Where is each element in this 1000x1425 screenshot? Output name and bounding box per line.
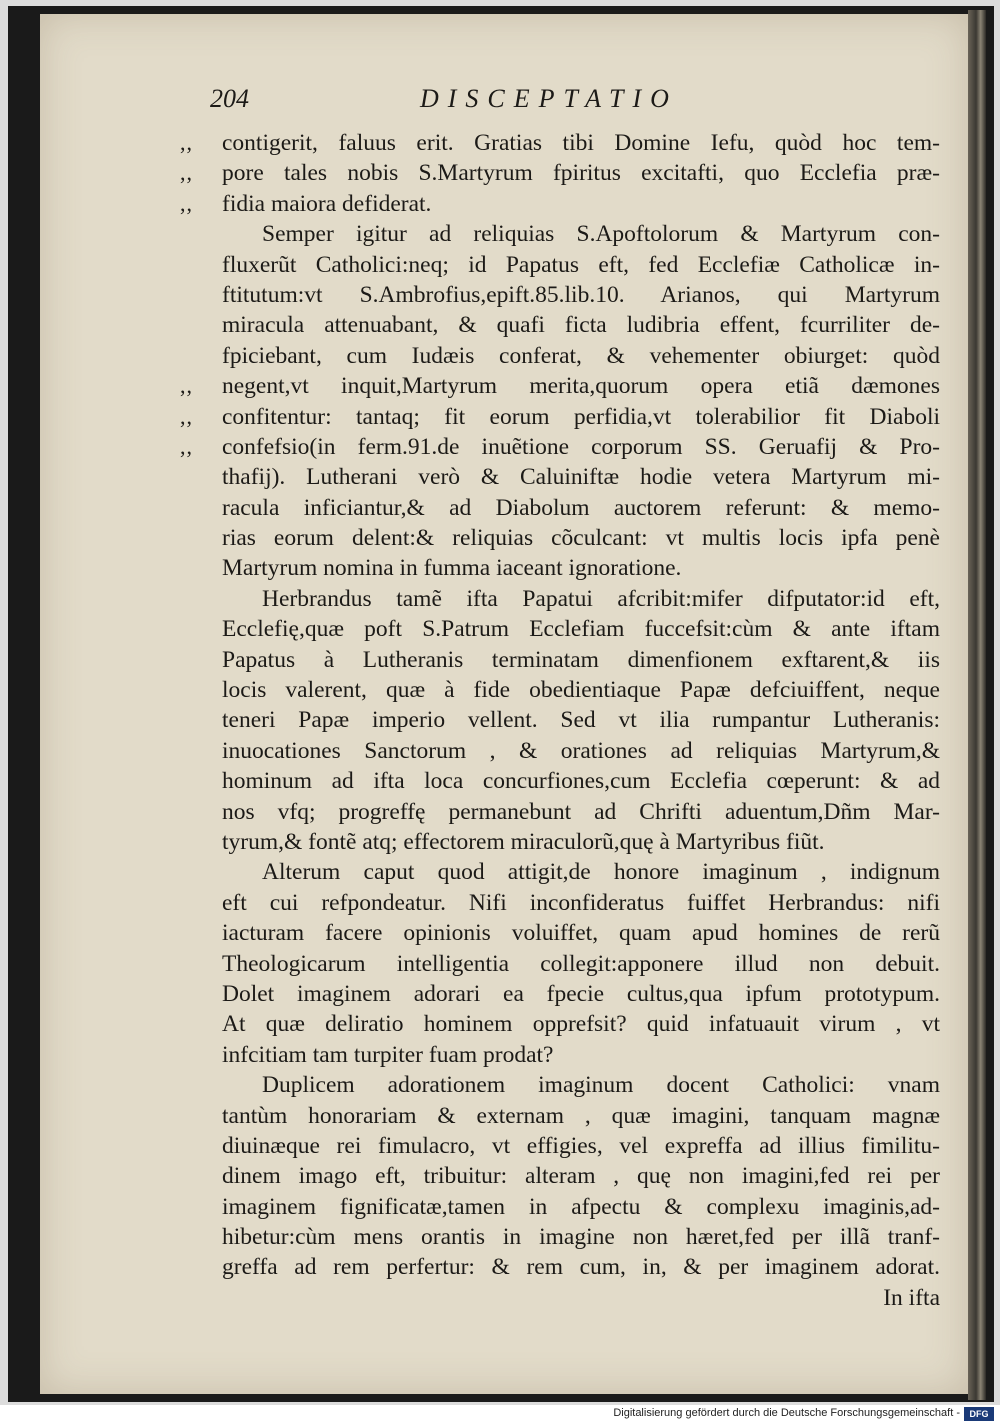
text-line — [180, 128, 940, 158]
line-text: fluxerũt Catholici:neq; id Papatus eft, fed Ecclefiæ Catholicæ in- — [222, 251, 940, 278]
text-line — [222, 705, 940, 735]
line-text: contigerit, faluus erit. Gratias tibi Domine Iefu, quòd hoc tem- — [222, 130, 940, 156]
line-text: pore tales nobis S.Martyrum fpiritus excitafti, quo Ecclefia præ- — [222, 160, 940, 187]
line-text: fidia maiora defiderat. — [222, 190, 432, 217]
text-line — [222, 1009, 940, 1039]
text-line — [222, 341, 940, 371]
text-line — [222, 1040, 940, 1070]
text-line — [180, 432, 940, 462]
line-text: fpiciebant, cum Iudæis conferat, & vehementer obiurget: quòd — [222, 342, 940, 369]
quotation-mark: ,, — [180, 373, 193, 399]
text-line — [222, 614, 940, 644]
text-line — [222, 949, 940, 979]
line-text: diuinæque rei fimulacro, vt effigies, vel expreffa ad illius fimilitu- — [222, 1132, 940, 1159]
text-line — [222, 645, 940, 675]
line-text: Ecclefię,quæ poft S.Patrum Ecclefiam fuccefsit:cùm & ante iftam — [222, 616, 940, 643]
line-text: tyrum,& fontẽ atq; effectorem miraculorũ,quę à Martyribus fiũt. — [222, 828, 825, 855]
text-line — [222, 553, 940, 583]
line-text: locis valerent, quæ à fide obedientiaque Papæ defciuiffent, neque — [222, 677, 940, 704]
line-text: Theologicarum intelligentia collegit:apponere illud non debuit. — [222, 950, 940, 977]
line-text: Herbrandus tamẽ ifta Papatui afcribit:mifer difputator:id eft, — [262, 585, 940, 612]
line-text: Martyrum nomina in fumma iaceant ignoratione. — [222, 555, 682, 582]
line-text: hibetur:cùm mens orantis in imagine non hæret,fed per illã tranf- — [222, 1224, 940, 1251]
line-text: At quæ deliratio hominem opprefsit? quid infatuauit virum , vt — [222, 1011, 940, 1038]
line-text: Alterum caput quod attigit,de honore imaginum , indignum — [262, 859, 940, 886]
quotation-mark: ,, — [180, 130, 193, 155]
text-line — [180, 371, 940, 401]
line-text: imaginem fignificatæ,tamen in afpectu & complexu imaginis,ad- — [222, 1193, 940, 1220]
line-text: miracula attenuabant, & quafi ficta ludibria effent, fcurriliter de- — [222, 312, 940, 339]
text-line — [222, 1252, 940, 1282]
page-number: 204 — [210, 84, 249, 113]
text-line — [222, 219, 940, 249]
text-line — [222, 462, 940, 492]
text-line — [222, 1131, 940, 1161]
quotation-mark: ,, — [180, 433, 193, 459]
line-text: thafij). Lutherani verò & Caluiniftæ hodie vetera Martyrum mi- — [222, 464, 940, 491]
line-text: confitentur: tantaq; fit eorum perfidia,vt tolerabilior fit Diaboli — [222, 403, 940, 430]
text-line — [222, 1192, 940, 1222]
line-text: Duplicem adorationem imaginum docent Catholici: vnam — [262, 1072, 940, 1099]
quotation-mark: ,, — [180, 403, 193, 429]
line-text: confefsio(in ferm.91.de inuẽtione corporum SS. Geruafij & Pro- — [222, 433, 940, 460]
body-text — [180, 128, 940, 1313]
text-line — [222, 766, 940, 796]
page-header — [210, 84, 930, 120]
line-text: infcitiam tam turpiter fuam prodat? — [222, 1041, 554, 1068]
text-line — [222, 979, 940, 1009]
text-line — [222, 250, 940, 280]
text-line — [222, 797, 940, 827]
text-line — [222, 523, 940, 553]
quotation-mark: ,, — [180, 160, 193, 186]
text-line — [222, 918, 940, 948]
digitization-credit: Digitalisierung gefördert durch die Deutsche Forschungsgemeinschaft - — [613, 1407, 960, 1419]
text-line — [180, 402, 940, 432]
text-line — [222, 584, 940, 614]
catchword: In ifta — [883, 1284, 940, 1311]
text-line — [222, 280, 940, 310]
running-title: DISCEPTATIO — [420, 84, 678, 113]
text-line — [222, 1161, 940, 1191]
text-line — [222, 827, 940, 857]
line-text: ftitutum:vt S.Ambrofius,epift.85.lib.10. Arianos, qui Martyrum — [222, 281, 940, 308]
line-text: tantùm honorariam & externam , quæ imagini, tanquam magnæ — [222, 1102, 940, 1129]
text-line — [180, 189, 940, 219]
text-line — [180, 158, 940, 188]
line-text: Dolet imaginem adorari ea fpecie cultus,qua ipfum prototypum. — [222, 980, 940, 1007]
text-line — [222, 1222, 940, 1252]
text-line — [222, 310, 940, 340]
quotation-mark: ,, — [180, 190, 193, 216]
line-text: nos vfq; progreffę permanebunt ad Chrifti aduentum,Dñm Mar- — [222, 798, 940, 825]
text-line — [222, 1070, 940, 1100]
text-line — [222, 736, 940, 766]
line-text: teneri Papæ imperio vellent. Sed vt ilia rumpantur Lutheranis: — [222, 707, 940, 734]
text-line — [222, 888, 940, 918]
line-text: dinem imago eft, tribuitur: alteram , quę non imagini,fed rei per — [222, 1163, 940, 1190]
text-line — [222, 857, 940, 887]
line-text: Semper igitur ad reliquias S.Apoftolorum & Martyrum con- — [262, 221, 940, 248]
line-text: Papatus à Lutheranis terminatam dimenfionem exftarent,& iis — [222, 646, 940, 673]
line-text: inuocationes Sanctorum , & orationes ad reliquias Martyrum,& — [222, 737, 940, 764]
page-edge — [968, 10, 986, 1400]
text-line — [222, 493, 940, 523]
line-text: greffa ad rem perfertur: & rem cum, in, & per imaginem adorat. — [222, 1254, 940, 1281]
line-text: hominum ad ifta loca concurfiones,cum Ecclefia cœperunt: & ad — [222, 768, 940, 795]
line-text: rias eorum delent:& reliquias cõculcant: vt multis locis ipfa penè — [222, 525, 940, 552]
line-text: racula inficiantur,& ad Diabolum auctorem referunt: & memo- — [222, 494, 940, 521]
text-line — [222, 1101, 940, 1131]
line-text: eft cui refpondeatur. Nifi inconfideratus fuiffet Herbrandus: nifi — [222, 889, 940, 916]
dfg-logo: DFG — [964, 1407, 994, 1421]
line-text: negent,vt inquit,Martyrum merita,quorum opera etiã dæmones — [222, 373, 940, 400]
line-text: iacturam facere opinionis voluiffet, quam apud homines de rerũ — [222, 920, 940, 947]
text-line — [222, 675, 940, 705]
